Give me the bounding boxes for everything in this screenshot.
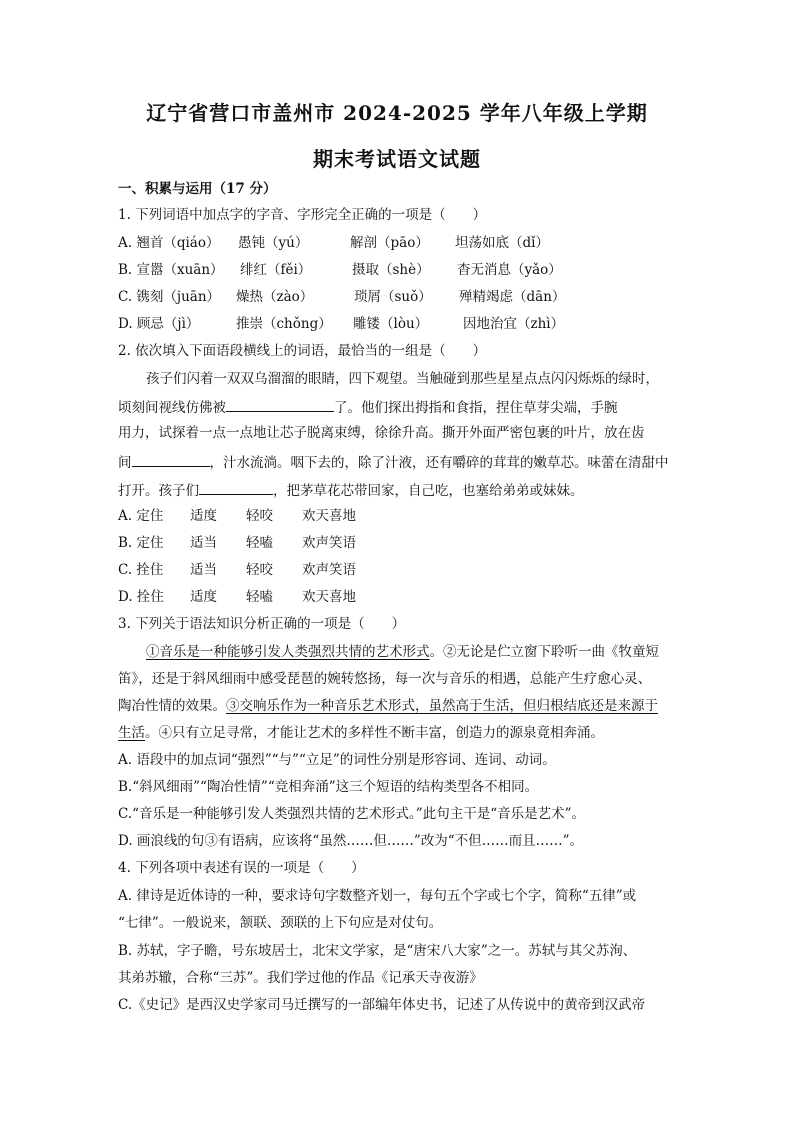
question-2-passage-line: 孩子们闪着一双双乌溜溜的眼睛，四下观望。当触碰到那些星星点点闪闪烁烁的绿时， [146,371,659,387]
question-3-option-d: D. 画浪线的句③有语病，应该将“虽然……但……”改为“不但……而且……”。 [118,833,584,849]
question-1-option-b: B. 宣嚣（xuān） 绯红（fěi） 摄取（shè） 杳无消息（yǎo） [118,262,562,278]
question-3-passage-line: 生活。④只有立足寻常，才能让艺术的多样性不断丰富，创造力的源泉竟相奔涌。 [118,725,604,741]
exam-title-line1: 辽宁省营口市盖州市 2024-2025 学年八年级上学期 [146,101,648,125]
question-3-passage-line: ①音乐是一种能够引发人类强烈共情的艺术形式。②无论是伫立窗下聆听一曲《牧童短 [146,644,659,660]
question-3-option-c: C.“音乐是一种能够引发人类强烈共情的艺术形式。”此句主干是“音乐是艺术”。 [118,806,585,822]
question-1-option-c: C. 镌刻（juān） 燥热（zào） 琐屑（suǒ） 殚精竭虑（dān） [118,289,566,305]
question-3-option-b: B.“斜风细雨”“陶冶性情”“竞相奔涌”这三个短语的结构类型各不相同。 [118,779,539,795]
question-4-option-line: C.《史记》是西汉史学家司马迁撰写的一部编年体史书，记述了从传说中的黄帝到汉武帝 [118,997,646,1013]
question-4-option-line: A. 律诗是近体诗的一种，要求诗句字数整齐划一，每句五个字或七个字，简称“五律”或 [118,888,637,904]
question-1-stem: 1. 下列词语中加点字的字音、字形完全正确的一项是（ ） [118,207,487,223]
question-4-stem: 4. 下列各项中表述有误的一项是（ ） [118,860,365,876]
question-3-passage-line: 笛》，还是于斜风细雨中感受琵琶的婉转悠扬，每一次与音乐的相遇，总能产生疗愈心灵、 [118,671,652,687]
question-4-option-line: “七律”。一般说来，颔联、颈联的上下句应是对仗句。 [118,915,443,931]
question-2-passage-line: 用力，试探着一点一点地让芯子脱离束缚，徐徐升高。撕开外面严密包裹的叶片，放在齿 [118,425,645,441]
question-3-option-a: A. 语段中的加点词“强烈”“与”“立足”的词性分别是形容词、连词、动词。 [118,752,556,768]
question-2-passage-line: 间 ，汁水流淌。咽下去的，除了汁液，还有嚼碎的茸茸的嫩草芯。味蕾在清甜中 [118,452,678,472]
answer-blank [132,452,210,467]
question-2-option-d: D. 拴住 适度 轻嗑 欢天喜地 [118,589,356,605]
question-4-option-line: B. 苏轼，字子瞻，号东坡居士，北宋文学家，是“唐宋八大家”之一。苏轼与其父苏洵、 [118,943,637,959]
question-2-option-a: A. 定住 适度 轻咬 欢天喜地 [118,508,356,524]
question-1-option-a: A. 翘首（qiáo） 愚钝（yú） 解剖（pāo） 坦荡如底（dǐ） [118,235,549,251]
answer-blank [226,397,334,412]
question-2-passage-line: 打开。孩子们 ，把茅草花芯带回家，自己吃，也塞给弟弟或妹妹。 [118,480,678,500]
exam-title-line2: 期末考试语文试题 [313,147,481,171]
question-2-option-c: C. 拴住 适当 轻咬 欢声笑语 [118,562,356,578]
question-2-passage-line: 顷刻间视线仿佛被 了。他们探出拇指和食指，捏住草芽尖端，手腕 [118,397,678,417]
question-3-stem: 3. 下列关于语法知识分析正确的一项是（ ） [118,616,406,632]
question-1-option-d: D. 顾忌（jì） 推崇（chǒng） 雕镂（lòu） 因地治宜（zhì） [118,316,565,332]
question-2-stem: 2. 依次填入下面语段横线上的词语，最恰当的一组是（ ） [118,343,487,359]
answer-blank [199,480,273,495]
question-3-passage-line: 陶冶性情的效果。③交响乐作为一种音乐艺术形式，虽然高于生活，但归根结底还是来源于 [118,698,658,714]
section-heading: 一、积累与运用（17 分） [118,181,277,197]
question-2-option-b: B. 定住 适当 轻嗑 欢声笑语 [118,535,356,551]
question-4-option-line: 其弟苏辙，合称“三苏”。我们学过他的作品《记承天寺夜游》 [118,970,483,986]
